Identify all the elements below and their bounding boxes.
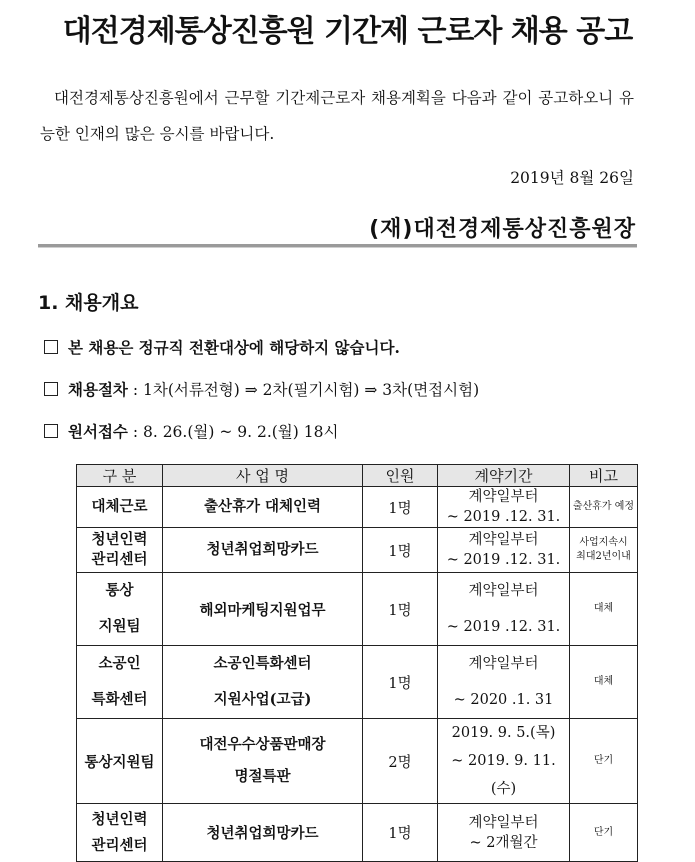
bullet-not-regular [44,336,400,358]
header-business: 사 업 명 [163,465,363,487]
table-row [77,804,638,862]
cell-business: 청년취업희망카드 [163,804,363,862]
page-title: 대전경제통상진흥원 기간제 근로자 채용 공고 [62,14,633,49]
bullet-text: : 8. 26.(월) ~ 9. 2.(월) 18시 [127,423,339,441]
cell-business: 청년취업희망카드 [163,528,363,573]
cell-business: 대전우수상품판매장 명절특판 [163,719,363,804]
checkbox-square-icon [44,340,58,354]
bullet-text: : 1차(서류전형) ⇒ 2차(필기시험) ⇒ 3차(면접시험) [127,381,480,399]
checkbox-square-icon [44,382,58,396]
table-row [77,528,638,573]
bullet-text: 본 채용은 정규직 전환대상에 해당하지 않습니다. [68,338,400,357]
cell-count: 1명 [363,528,438,573]
bullet-label: 원서접수 [68,422,128,441]
cell-count: 1명 [363,487,438,528]
cell-count: 2명 [363,719,438,804]
header-division: 구 분 [77,465,163,487]
cell-division: 대체근로 [77,487,163,528]
table-row [77,487,638,528]
cell-period: 계약일부터 ~ 2020 .1. 31 [438,646,570,719]
cell-business: 출산휴가 대체인력 [163,487,363,528]
header-count: 인원 [363,465,438,487]
recruitment-table [76,464,638,862]
bullet-procedure [44,378,479,400]
cell-division: 청년인력 관리센터 [77,804,163,862]
cell-division: 청년인력 관리센터 [77,528,163,573]
header-period: 계약기간 [438,465,570,487]
cell-period: 계약일부터 ~ 2019 .12. 31. [438,528,570,573]
cell-note: 단기 [570,719,638,804]
cell-division: 통상지원팀 [77,719,163,804]
divider [38,244,637,248]
section-heading: 1. 채용개요 [38,292,139,314]
bullet-application [44,420,338,442]
organization-signature: (재)대전경제통상진흥원장 [369,217,636,242]
cell-period: 계약일부터 ~ 2019 .12. 31. [438,573,570,646]
cell-period: 계약일부터 ~ 2019 .12. 31. [438,487,570,528]
checkbox-square-icon [44,424,58,438]
cell-division: 통상 지원팀 [77,573,163,646]
bullet-label: 채용절차 [68,380,128,399]
cell-count: 1명 [363,804,438,862]
cell-note: 단기 [570,804,638,862]
cell-note: 출산휴가 예정 [570,487,638,528]
table-row [77,573,638,646]
cell-division: 소공인 특화센터 [77,646,163,719]
header-note: 비고 [570,465,638,487]
table-row [77,646,638,719]
cell-count: 1명 [363,646,438,719]
table-header-row [77,465,638,487]
cell-period: 2019. 9. 5.(목) ~ 2019. 9. 11.(수) [438,719,570,804]
cell-business: 소공인특화센터 지원사업(고급) [163,646,363,719]
cell-period: 계약일부터 ~ 2개월간 [438,804,570,862]
cell-count: 1명 [363,573,438,646]
cell-note: 대체 [570,573,638,646]
table-row [77,719,638,804]
intro-paragraph: 대전경제통상진흥원에서 근무할 기간제근로자 채용계획을 다음과 같이 공고하오니 유능한 인재의 많은 응시를 바랍니다. [40,89,634,143]
cell-note: 사업지속시 최대2년이내 [570,528,638,573]
cell-business: 해외마케팅지원업무 [163,573,363,646]
announcement-date: 2019년 8월 26일 [510,169,634,187]
cell-note: 대체 [570,646,638,719]
